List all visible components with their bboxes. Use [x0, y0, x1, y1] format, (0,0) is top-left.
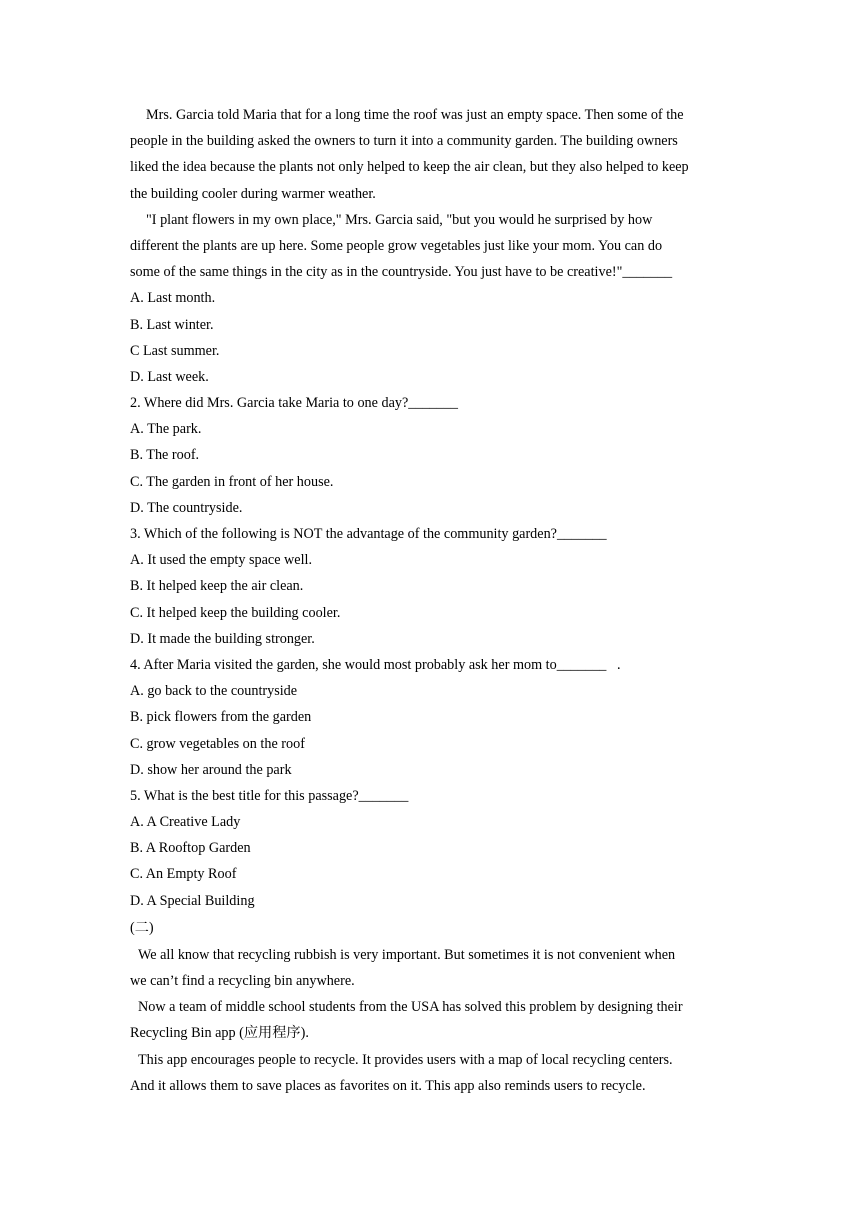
text-line: some of the same things in the city as in the countryside. You just have to be creative!"_______	[130, 264, 673, 281]
passage-one-paragraph-2	[130, 207, 740, 286]
text-line: And it allows them to save places as favorites on it. This app also reminds users to recycle.	[130, 1077, 646, 1094]
option-b: B. It helped keep the air clean.	[130, 578, 304, 595]
option-a: A. It used the empty space well.	[130, 552, 313, 569]
question-3	[130, 521, 740, 652]
text-line: Now a team of middle school students from the USA has solved this problem by designing their	[138, 999, 683, 1016]
text-line: the building cooler during warmer weather.	[130, 185, 376, 202]
option-d: D. show her around the park	[130, 761, 292, 778]
option-b: B. The roof.	[130, 447, 200, 464]
section-heading: (二)	[130, 919, 154, 936]
question-stem: 4. After Maria visited the garden, she would most probably ask her mom to_______ .	[130, 656, 621, 673]
option-d: D. It made the building stronger.	[130, 630, 315, 647]
option-a: A. The park.	[130, 421, 202, 438]
option-a: A. Last month.	[130, 290, 216, 307]
text-line: Mrs. Garcia told Maria that for a long time the roof was just an empty space. Then some of the	[146, 107, 684, 123]
document-page	[130, 102, 740, 1099]
text-line: This app encourages people to recycle. It provides users with a map of local recycling centers.	[138, 1051, 673, 1068]
option-b: B. pick flowers from the garden	[130, 709, 312, 726]
passage-two	[130, 914, 740, 1099]
question-5	[130, 783, 740, 914]
question-2	[130, 390, 740, 521]
option-c: C. An Empty Roof	[130, 866, 237, 883]
passage-two-paragraph-3	[130, 1047, 740, 1099]
question-stem: 3. Which of the following is NOT the advantage of the community garden?_______	[130, 526, 607, 542]
option-d: D. A Special Building	[130, 892, 255, 909]
option-c: C. grow vegetables on the roof	[130, 735, 305, 752]
question-stem: 2. Where did Mrs. Garcia take Maria to one day?_______	[130, 395, 458, 412]
question-4	[130, 652, 740, 783]
option-c: C. It helped keep the building cooler.	[130, 604, 341, 621]
passage-one-paragraph-1	[130, 102, 740, 207]
option-a: A. A Creative Lady	[130, 814, 241, 831]
text-line: "I plant flowers in my own place," Mrs. Garcia said, "but you would he surprised by how	[146, 211, 653, 228]
option-a: A. go back to the countryside	[130, 683, 298, 700]
text-line: Recycling Bin app (应用程序).	[130, 1025, 309, 1042]
passage-two-paragraph-2	[130, 994, 740, 1046]
text-line: different the plants are up here. Some people grow vegetables just like your mom. You can do	[130, 237, 663, 254]
text-line: liked the idea because the plants not only helped to keep the air clean, but they also helped to keep	[130, 159, 689, 176]
text-line: people in the building asked the owners to turn it into a community garden. The building owners	[130, 133, 678, 150]
option-c: C. The garden in front of her house.	[130, 473, 334, 490]
option-c: C Last summer.	[130, 342, 220, 359]
text-line: we can’t find a recycling bin anywhere.	[130, 973, 355, 989]
text-line: We all know that recycling rubbish is very important. But sometimes it is not convenient when	[138, 946, 676, 963]
option-d: D. The countryside.	[130, 499, 243, 516]
question-stem: 5. What is the best title for this passage?_______	[130, 787, 409, 804]
option-d: D. Last week.	[130, 368, 209, 385]
option-b: B. Last winter.	[130, 316, 214, 333]
option-b: B. A Rooftop Garden	[130, 840, 251, 857]
question-1-options	[130, 285, 740, 390]
passage-two-paragraph-1	[130, 942, 740, 994]
